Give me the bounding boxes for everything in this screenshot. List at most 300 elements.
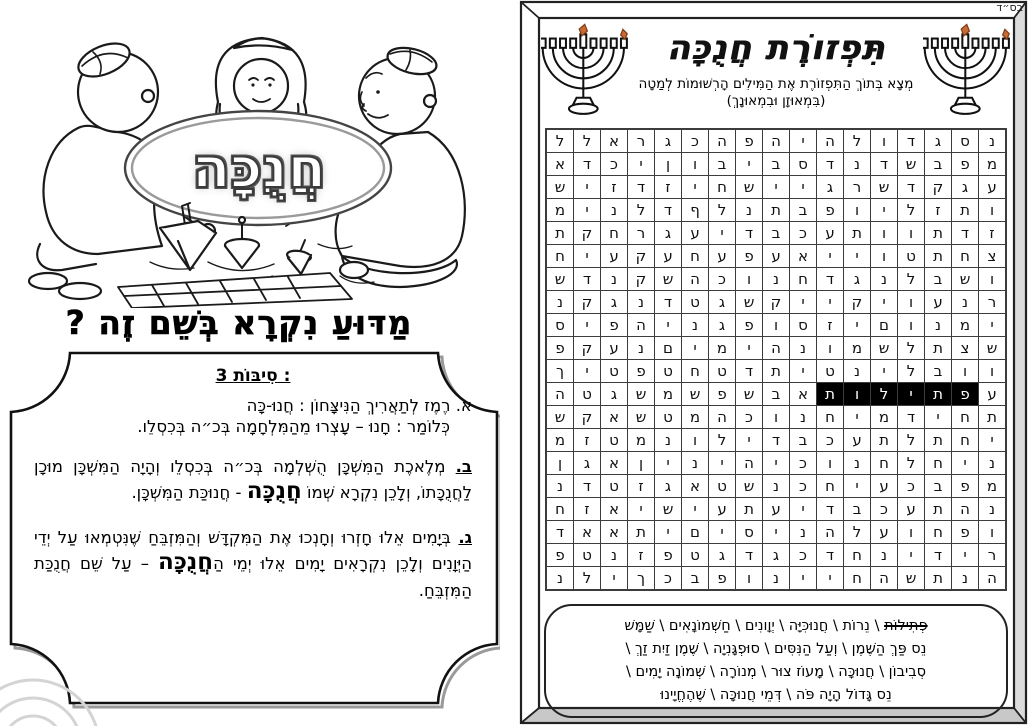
grid-cell[interactable]: ד (655, 199, 681, 221)
grid-cell[interactable]: ש (655, 498, 681, 520)
grid-cell[interactable]: ן (655, 153, 681, 175)
grid-cell[interactable]: פ (952, 153, 978, 175)
grid-cell[interactable]: נ (736, 199, 762, 221)
grid-cell[interactable]: כ (601, 153, 627, 175)
grid-cell[interactable]: ש (736, 176, 762, 198)
grid-cell[interactable]: ת (925, 429, 951, 451)
grid-cell[interactable]: ו (817, 452, 843, 474)
grid-cell[interactable]: ל (574, 130, 600, 152)
grid-cell[interactable]: ת (925, 222, 951, 244)
grid-cell[interactable]: ע (871, 521, 897, 543)
grid-cell[interactable]: י (709, 222, 735, 244)
grid-cell[interactable]: א (682, 475, 708, 497)
grid-cell[interactable]: ן (628, 452, 654, 474)
grid-cell[interactable]: ז (601, 176, 627, 198)
grid-cell[interactable]: א (574, 521, 600, 543)
grid-cell[interactable]: כ (817, 429, 843, 451)
grid-cell[interactable]: נ (628, 337, 654, 359)
grid-cell[interactable]: ע (709, 498, 735, 520)
grid-cell[interactable]: י (790, 176, 816, 198)
grid-cell[interactable]: ג (655, 222, 681, 244)
grid-cell[interactable]: כ (655, 567, 681, 589)
grid-cell[interactable]: י (844, 406, 870, 428)
grid-cell[interactable]: י (790, 291, 816, 313)
grid-cell[interactable]: ג (952, 176, 978, 198)
grid-cell[interactable]: ט (574, 383, 600, 405)
grid-cell[interactable]: ח (601, 222, 627, 244)
grid-cell[interactable]: ו (763, 314, 789, 336)
grid-cell[interactable]: ב (763, 222, 789, 244)
grid-cell[interactable]: נ (682, 452, 708, 474)
grid-cell[interactable]: ש (655, 268, 681, 290)
grid-cell[interactable]: ט (709, 475, 735, 497)
grid-cell[interactable]: י (655, 521, 681, 543)
grid-cell[interactable]: ג (925, 130, 951, 152)
grid-cell[interactable]: י (736, 429, 762, 451)
grid-cell[interactable]: י (574, 360, 600, 382)
grid-cell[interactable]: ח (709, 176, 735, 198)
grid-cell[interactable]: ל (574, 567, 600, 589)
grid-cell[interactable]: י (871, 360, 897, 382)
grid-cell[interactable]: פ (709, 383, 735, 405)
grid-cell[interactable]: ט (817, 360, 843, 382)
grid-cell[interactable]: נ (628, 291, 654, 313)
grid-cell[interactable]: ד (817, 498, 843, 520)
grid-cell[interactable]: ג (655, 475, 681, 497)
grid-cell[interactable]: י (628, 153, 654, 175)
grid-cell[interactable]: כ (682, 130, 708, 152)
grid-cell[interactable]: ו (898, 314, 924, 336)
grid-cell[interactable]: צ (952, 337, 978, 359)
grid-cell[interactable]: נ (763, 475, 789, 497)
grid-cell[interactable]: מ (952, 314, 978, 336)
grid-cell[interactable]: ד (817, 268, 843, 290)
grid-cell[interactable]: מ (628, 429, 654, 451)
grid-cell[interactable]: ל (709, 429, 735, 451)
grid-cell[interactable]: מ (682, 406, 708, 428)
grid-cell[interactable]: ח (547, 498, 573, 520)
grid-cell[interactable]: ת (736, 498, 762, 520)
grid-cell[interactable]: ת (547, 222, 573, 244)
grid-cell[interactable]: ג (817, 176, 843, 198)
grid-cell[interactable]: נ (790, 337, 816, 359)
grid-cell[interactable]: ר (628, 130, 654, 152)
grid-cell[interactable]: ל (871, 383, 897, 405)
grid-cell[interactable]: י (574, 199, 600, 221)
grid-cell[interactable]: ד (736, 222, 762, 244)
grid-cell[interactable]: ש (547, 176, 573, 198)
grid-cell[interactable]: ך (628, 567, 654, 589)
grid-cell[interactable]: ח (844, 567, 870, 589)
grid-cell[interactable]: ב (682, 567, 708, 589)
grid-cell[interactable]: ת (925, 567, 951, 589)
grid-cell[interactable]: ן (547, 452, 573, 474)
grid-cell[interactable]: מ (844, 337, 870, 359)
grid-cell[interactable]: ע (844, 429, 870, 451)
grid-cell[interactable]: כ (790, 222, 816, 244)
grid-cell[interactable]: ש (952, 268, 978, 290)
grid-cell[interactable]: ב (790, 199, 816, 221)
grid-cell[interactable]: ב (925, 360, 951, 382)
grid-cell[interactable]: ת (763, 199, 789, 221)
grid-cell[interactable]: ד (655, 291, 681, 313)
grid-cell[interactable]: ו (817, 337, 843, 359)
grid-cell[interactable]: פ (817, 199, 843, 221)
grid-cell[interactable]: ל (547, 130, 573, 152)
grid-cell[interactable]: י (844, 475, 870, 497)
grid-cell[interactable]: י (790, 567, 816, 589)
grid-cell[interactable]: ד (925, 544, 951, 566)
grid-cell[interactable]: ח (952, 429, 978, 451)
grid-cell[interactable]: ש (871, 176, 897, 198)
grid-cell[interactable]: כ (736, 406, 762, 428)
grid-cell[interactable]: נ (952, 291, 978, 313)
grid-cell[interactable]: פ (952, 475, 978, 497)
grid-cell[interactable]: ק (574, 406, 600, 428)
grid-cell[interactable]: ל (898, 268, 924, 290)
grid-cell[interactable]: ע (682, 222, 708, 244)
grid-cell[interactable]: ש (628, 406, 654, 428)
grid-cell[interactable]: ג (709, 314, 735, 336)
grid-cell[interactable]: ז (574, 429, 600, 451)
grid-cell[interactable]: ש (736, 475, 762, 497)
grid-cell[interactable]: י (898, 544, 924, 566)
grid-cell[interactable]: נ (601, 268, 627, 290)
grid-cell[interactable]: ה (817, 521, 843, 543)
grid-cell[interactable]: ם (871, 314, 897, 336)
grid-cell[interactable]: ט (898, 245, 924, 267)
grid-cell[interactable]: י (817, 567, 843, 589)
grid-cell[interactable]: ה (628, 314, 654, 336)
grid-cell[interactable]: ד (574, 153, 600, 175)
grid-cell[interactable]: ו (871, 222, 897, 244)
grid-cell[interactable]: נ (925, 314, 951, 336)
grid-cell[interactable]: כ (790, 475, 816, 497)
grid-cell[interactable]: כ (709, 268, 735, 290)
grid-cell[interactable]: ם (682, 521, 708, 543)
grid-cell[interactable]: ש (898, 153, 924, 175)
grid-cell[interactable]: מ (547, 429, 573, 451)
grid-cell[interactable]: ט (655, 406, 681, 428)
grid-cell[interactable]: י (763, 452, 789, 474)
grid-cell[interactable]: ל (898, 429, 924, 451)
grid-cell[interactable]: ד (547, 521, 573, 543)
grid-cell[interactable]: י (790, 360, 816, 382)
grid-cell[interactable]: ו (979, 199, 1005, 221)
grid-cell[interactable]: י (574, 245, 600, 267)
grid-cell[interactable]: י (574, 314, 600, 336)
grid-cell[interactable]: י (817, 245, 843, 267)
grid-cell[interactable]: נ (871, 544, 897, 566)
grid-cell[interactable]: פ (628, 360, 654, 382)
grid-cell[interactable]: פ (547, 544, 573, 566)
grid-cell[interactable]: ד (817, 544, 843, 566)
grid-cell[interactable]: ג (763, 544, 789, 566)
grid-cell[interactable]: ה (709, 406, 735, 428)
grid-cell[interactable]: פ (709, 567, 735, 589)
grid-cell[interactable]: ה (979, 567, 1005, 589)
grid-cell[interactable]: ו (844, 383, 870, 405)
grid-cell[interactable]: ע (925, 291, 951, 313)
grid-cell[interactable]: נ (547, 291, 573, 313)
grid-cell[interactable]: ז (628, 544, 654, 566)
grid-cell[interactable]: י (682, 337, 708, 359)
grid-cell[interactable]: ח (925, 452, 951, 474)
grid-cell[interactable]: ה (736, 452, 762, 474)
grid-cell[interactable]: ל (844, 130, 870, 152)
grid-cell[interactable]: י (844, 314, 870, 336)
grid-cell[interactable]: נ (979, 130, 1005, 152)
grid-cell[interactable]: ש (871, 337, 897, 359)
grid-cell[interactable]: נ (601, 199, 627, 221)
grid-cell[interactable]: ב (763, 383, 789, 405)
grid-cell[interactable]: ל (844, 521, 870, 543)
grid-cell[interactable]: ח (682, 360, 708, 382)
grid-cell[interactable]: ת (952, 199, 978, 221)
grid-cell[interactable]: נ (763, 268, 789, 290)
grid-cell[interactable]: ו (898, 521, 924, 543)
grid-cell[interactable]: מ (547, 199, 573, 221)
grid-cell[interactable]: ל (709, 199, 735, 221)
grid-cell[interactable]: ו (898, 222, 924, 244)
grid-cell[interactable]: נ (682, 314, 708, 336)
grid-cell[interactable]: ת (628, 521, 654, 543)
grid-cell[interactable]: ת (817, 383, 843, 405)
grid-cell[interactable]: ע (817, 222, 843, 244)
grid-cell[interactable]: י (871, 199, 897, 221)
grid-cell[interactable]: ח (817, 475, 843, 497)
grid-cell[interactable]: נ (547, 567, 573, 589)
grid-cell[interactable]: י (574, 176, 600, 198)
grid-cell[interactable]: ר (979, 544, 1005, 566)
grid-cell[interactable]: ק (844, 291, 870, 313)
grid-cell[interactable]: ב (790, 429, 816, 451)
grid-cell[interactable]: כ (790, 452, 816, 474)
grid-cell[interactable]: ג (574, 452, 600, 474)
grid-cell[interactable]: ד (574, 475, 600, 497)
grid-cell[interactable]: נ (763, 567, 789, 589)
grid-cell[interactable]: י (709, 452, 735, 474)
grid-cell[interactable]: ז (574, 498, 600, 520)
grid-cell[interactable]: ו (844, 199, 870, 221)
grid-cell[interactable]: ב (925, 475, 951, 497)
grid-cell[interactable]: ד (817, 153, 843, 175)
grid-cell[interactable]: ו (952, 360, 978, 382)
grid-cell[interactable]: נ (547, 475, 573, 497)
grid-cell[interactable]: י (628, 498, 654, 520)
grid-cell[interactable]: ט (601, 475, 627, 497)
grid-cell[interactable]: ק (574, 291, 600, 313)
grid-cell[interactable]: ב (925, 268, 951, 290)
grid-cell[interactable]: ו (763, 406, 789, 428)
grid-cell[interactable]: ש (682, 383, 708, 405)
grid-cell[interactable]: ד (871, 153, 897, 175)
grid-cell[interactable]: כ (871, 498, 897, 520)
grid-cell[interactable]: פ (736, 245, 762, 267)
grid-cell[interactable]: נ (871, 268, 897, 290)
grid-cell[interactable]: ד (898, 130, 924, 152)
grid-cell[interactable]: י (736, 153, 762, 175)
grid-cell[interactable]: ב (844, 498, 870, 520)
grid-cell[interactable]: נ (844, 153, 870, 175)
grid-cell[interactable]: ש (736, 383, 762, 405)
grid-cell[interactable]: ד (898, 406, 924, 428)
grid-cell[interactable]: ה (871, 567, 897, 589)
grid-cell[interactable]: י (655, 452, 681, 474)
grid-cell[interactable]: א (547, 153, 573, 175)
grid-cell[interactable]: ו (979, 268, 1005, 290)
grid-cell[interactable]: י (844, 245, 870, 267)
grid-cell[interactable]: צ (979, 245, 1005, 267)
grid-cell[interactable]: ו (979, 521, 1005, 543)
grid-cell[interactable]: י (655, 314, 681, 336)
grid-cell[interactable]: ב (763, 153, 789, 175)
grid-cell[interactable]: ה (682, 268, 708, 290)
grid-cell[interactable]: ש (898, 567, 924, 589)
grid-cell[interactable]: י (763, 176, 789, 198)
grid-cell[interactable]: ש (547, 406, 573, 428)
grid-cell[interactable]: פ (952, 383, 978, 405)
grid-cell[interactable]: י (601, 567, 627, 589)
grid-cell[interactable]: ר (844, 176, 870, 198)
grid-cell[interactable]: י (871, 291, 897, 313)
grid-cell[interactable]: ק (628, 245, 654, 267)
grid-cell[interactable]: ה (952, 498, 978, 520)
grid-cell[interactable]: ק (763, 291, 789, 313)
grid-cell[interactable]: ל (898, 199, 924, 221)
grid-cell[interactable]: א (790, 383, 816, 405)
grid-cell[interactable]: ק (925, 176, 951, 198)
grid-cell[interactable]: ר (628, 222, 654, 244)
grid-cell[interactable]: פ (547, 337, 573, 359)
grid-cell[interactable]: ח (547, 245, 573, 267)
grid-cell[interactable]: ו (871, 130, 897, 152)
grid-cell[interactable]: ש (736, 291, 762, 313)
grid-cell[interactable]: נ (844, 452, 870, 474)
grid-cell[interactable]: ת (925, 498, 951, 520)
grid-cell[interactable]: ף (682, 199, 708, 221)
grid-cell[interactable]: ק (574, 222, 600, 244)
grid-cell[interactable]: ב (709, 153, 735, 175)
grid-cell[interactable]: ז (925, 199, 951, 221)
grid-cell[interactable]: ח (682, 245, 708, 267)
grid-cell[interactable]: ז (817, 314, 843, 336)
grid-cell[interactable]: ד (763, 429, 789, 451)
grid-cell[interactable]: י (898, 383, 924, 405)
grid-cell[interactable]: ע (979, 176, 1005, 198)
grid-cell[interactable]: ד (574, 268, 600, 290)
grid-cell[interactable]: ט (709, 360, 735, 382)
grid-cell[interactable]: פ (952, 521, 978, 543)
grid-cell[interactable]: ג (601, 383, 627, 405)
grid-cell[interactable]: נ (790, 521, 816, 543)
grid-cell[interactable]: ח (817, 406, 843, 428)
grid-cell[interactable]: ד (898, 176, 924, 198)
grid-cell[interactable]: ו (898, 291, 924, 313)
grid-cell[interactable]: ת (925, 383, 951, 405)
grid-cell[interactable]: ע (601, 337, 627, 359)
grid-cell[interactable]: ס (547, 314, 573, 336)
grid-cell[interactable]: פ (736, 314, 762, 336)
grid-cell[interactable]: ת (979, 406, 1005, 428)
grid-cell[interactable]: ד (628, 176, 654, 198)
grid-cell[interactable]: י (763, 521, 789, 543)
grid-cell[interactable]: י (979, 429, 1005, 451)
grid-cell[interactable]: פ (655, 544, 681, 566)
grid-cell[interactable]: ח (952, 406, 978, 428)
grid-cell[interactable]: ש (547, 268, 573, 290)
grid-cell[interactable]: ל (628, 199, 654, 221)
grid-cell[interactable]: י (709, 521, 735, 543)
grid-cell[interactable]: ל (898, 452, 924, 474)
grid-cell[interactable]: ז (655, 176, 681, 198)
grid-cell[interactable]: ס (952, 130, 978, 152)
grid-cell[interactable]: ה (763, 337, 789, 359)
grid-cell[interactable]: ט (601, 429, 627, 451)
grid-cell[interactable]: ו (736, 268, 762, 290)
grid-cell[interactable]: ס (790, 314, 816, 336)
grid-cell[interactable]: ג (709, 291, 735, 313)
grid-cell[interactable]: ע (655, 245, 681, 267)
grid-cell[interactable]: ך (547, 360, 573, 382)
grid-cell[interactable]: ק (628, 268, 654, 290)
grid-cell[interactable]: ת (844, 222, 870, 244)
grid-cell[interactable]: נ (979, 452, 1005, 474)
grid-cell[interactable]: י (925, 406, 951, 428)
grid-cell[interactable]: ר (979, 291, 1005, 313)
grid-cell[interactable]: ג (601, 291, 627, 313)
grid-cell[interactable]: ד (736, 360, 762, 382)
grid-cell[interactable]: ט (601, 360, 627, 382)
grid-cell[interactable]: א (601, 130, 627, 152)
grid-cell[interactable]: פ (736, 130, 762, 152)
grid-cell[interactable]: י (790, 498, 816, 520)
grid-cell[interactable]: ש (979, 337, 1005, 359)
grid-cell[interactable]: ג (709, 544, 735, 566)
grid-cell[interactable]: ב (925, 153, 951, 175)
grid-cell[interactable]: מ (871, 406, 897, 428)
grid-cell[interactable]: פ (601, 314, 627, 336)
grid-cell[interactable]: ג (844, 268, 870, 290)
grid-cell[interactable]: ה (547, 383, 573, 405)
grid-cell[interactable]: ת (871, 429, 897, 451)
grid-cell[interactable]: ז (628, 475, 654, 497)
grid-cell[interactable]: י (952, 452, 978, 474)
grid-cell[interactable]: ח (925, 521, 951, 543)
grid-cell[interactable]: ע (979, 383, 1005, 405)
grid-cell[interactable]: מ (655, 383, 681, 405)
grid-cell[interactable]: כ (790, 544, 816, 566)
grid-cell[interactable]: ע (601, 245, 627, 267)
grid-cell[interactable]: ח (871, 452, 897, 474)
grid-cell[interactable]: ת (925, 245, 951, 267)
grid-cell[interactable]: א (601, 406, 627, 428)
grid-cell[interactable]: ת (925, 337, 951, 359)
grid-cell[interactable]: כ (898, 475, 924, 497)
grid-cell[interactable]: ה (763, 130, 789, 152)
grid-cell[interactable]: א (601, 498, 627, 520)
grid-cell[interactable]: מ (709, 337, 735, 359)
grid-cell[interactable]: ה (817, 130, 843, 152)
grid-cell[interactable]: א (790, 245, 816, 267)
grid-cell[interactable]: א (601, 452, 627, 474)
grid-cell[interactable]: י (979, 314, 1005, 336)
grid-cell[interactable]: ל (898, 360, 924, 382)
grid-cell[interactable]: ד (952, 222, 978, 244)
grid-cell[interactable]: נ (655, 429, 681, 451)
grid-cell[interactable]: ס (790, 153, 816, 175)
grid-cell[interactable]: ח (844, 544, 870, 566)
